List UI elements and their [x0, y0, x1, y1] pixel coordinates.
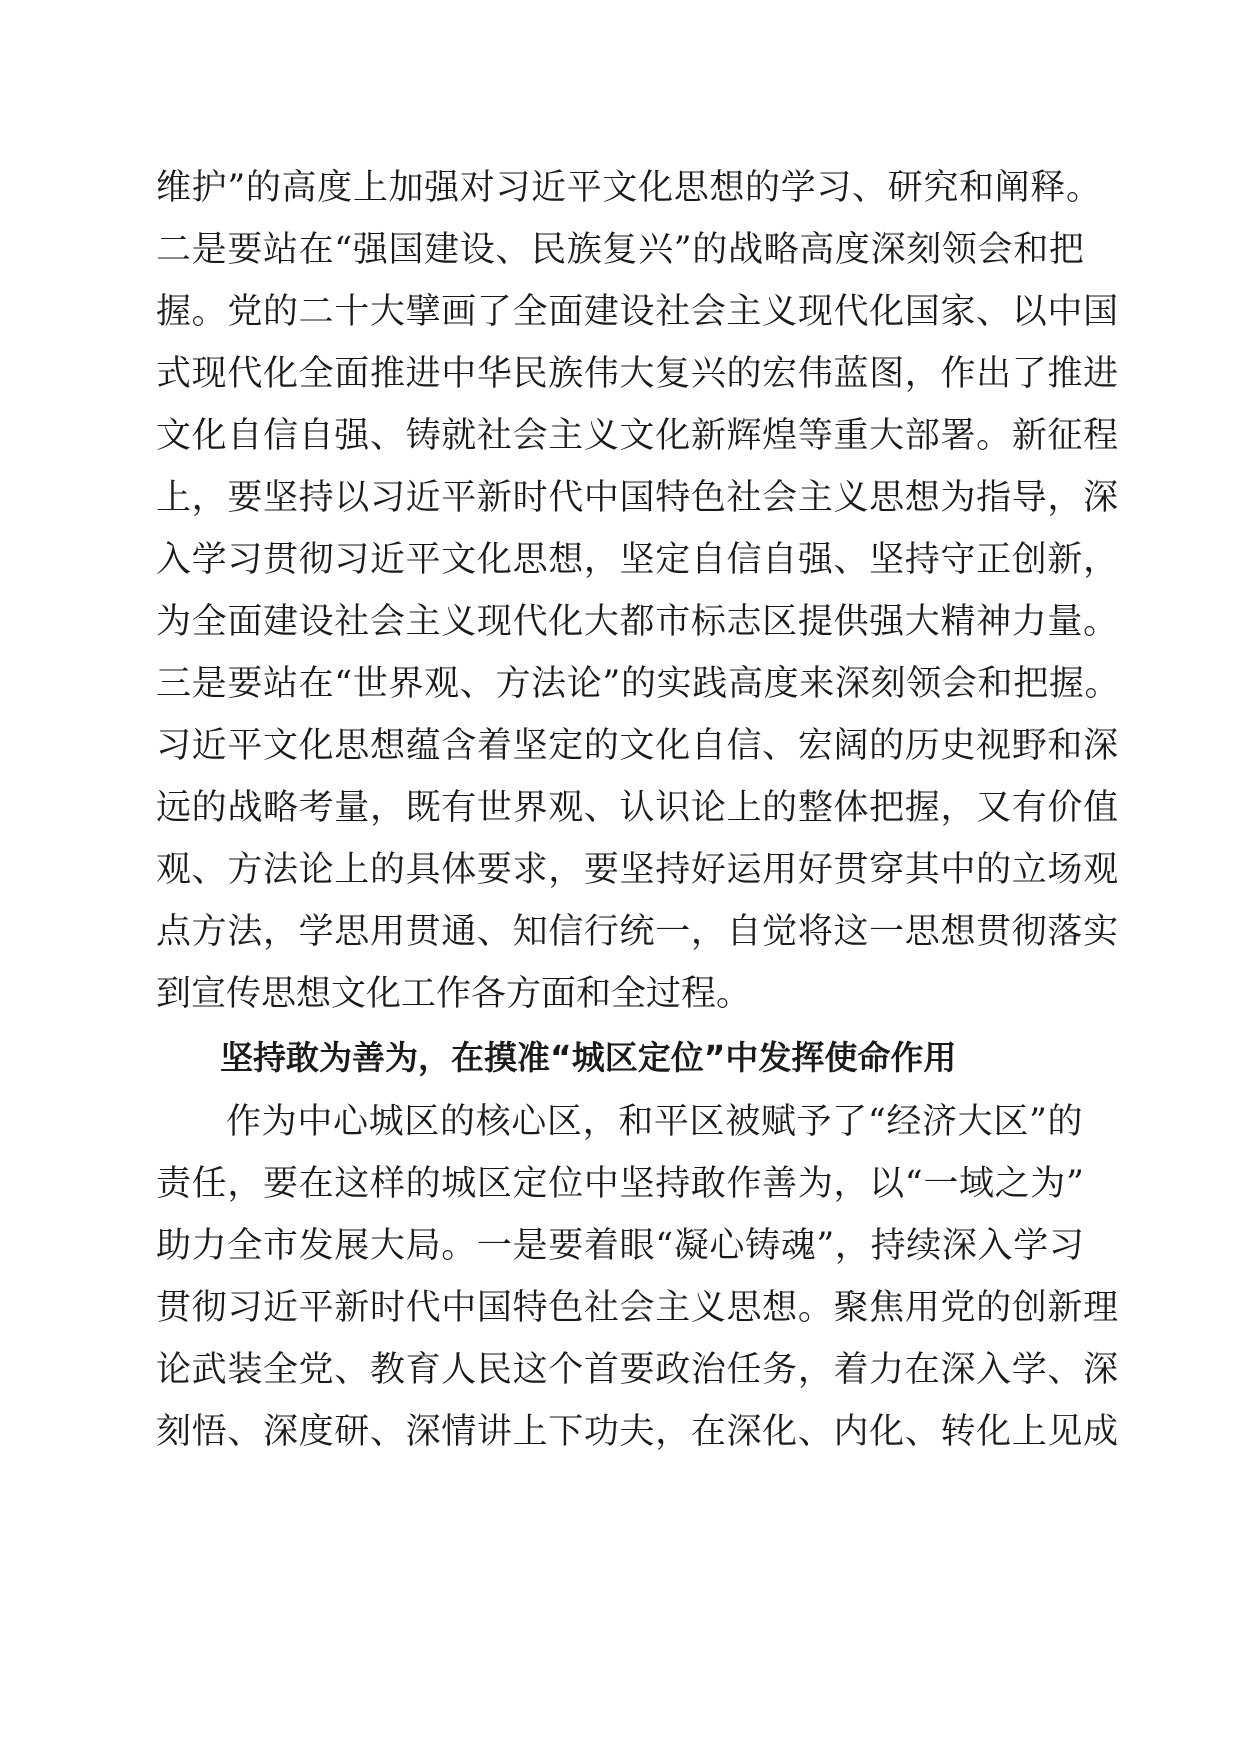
paragraph-line: 点 方 法 ， 学 思 用 贯 通 、 知 信 行 统 一 ， 自 觉 将 这 一 思 想 贯 彻 落 实	[156, 912, 1119, 952]
paragraph-line: 三 是 要 站 在 “ 世 界 观 、 方 法 论 ” 的 实 践 高 度 来 深 刻 领 会 和 把 握 。	[156, 664, 1120, 704]
paragraph-line: 助 力 全 市 发 展 大 局 。 一 是 要 着 眼 “ 凝 心 铸 魂 ” ， 持 续 深 入 学 习	[156, 1226, 1084, 1266]
paragraph-line: 二 是 要 站 在 “ 强 国 建 设 、 民 族 复 兴 ” 的 战 略 高 度 深 刻 领 会 和 把	[156, 230, 1084, 270]
section-heading: 坚持敢为善为，在摸准“城区定位”中发挥使命作用	[220, 1038, 957, 1077]
paragraph-line: 上 ， 要 坚 持 以 习 近 平 新 时 代 中 国 特 色 社 会 主 义 思 想 为 指 导 ， 深	[156, 478, 1119, 518]
paragraph-line-last: 到宣传思想文化工作各方面和全过程。	[156, 974, 752, 1014]
paragraph-line: 责 任 ， 要 在 这 样 的 城 区 定 位 中 坚 持 敢 作 善 为 ， 以 “ 一 域 之 为 ”	[156, 1164, 1084, 1204]
paragraph-line: 文 化 自 信 自 强 、 铸 就 社 会 主 义 文 化 新 辉 煌 等 重 大 部 署 。 新 征 程	[156, 416, 1119, 456]
paragraph-line: 入 学 习 贯 彻 习 近 平 文 化 思 想 ， 坚 定 自 信 自 强 、 坚 持 守 正 创 新 ，	[156, 540, 1119, 580]
paragraph-line: 刻 悟 、 深 度 研 、 深 情 讲 上 下 功 夫 ， 在 深 化 、 内 化 、 转 化 上 见 成	[156, 1412, 1119, 1452]
paragraph-line: 论 武 装 全 党 、 教 育 人 民 这 个 首 要 政 治 任 务 ， 着 力 在 深 入 学 、 深	[156, 1350, 1119, 1390]
paragraph-first-line: 作 为 中 心 城 区 的 核 心 区 ， 和 平 区 被 赋 予 了 “ 经 济 大 区 ” 的	[226, 1102, 1083, 1142]
paragraph-line: 观 、 方 法 论 上 的 具 体 要 求 ， 要 坚 持 好 运 用 好 贯 穿 其 中 的 立 场 观	[156, 850, 1119, 890]
paragraph-line: 式 现 代 化 全 面 推 进 中 华 民 族 伟 大 复 兴 的 宏 伟 蓝 图 ， 作 出 了 推 进	[156, 354, 1119, 394]
paragraph-line: 握 。 党 的 二 十 大 擘 画 了 全 面 建 设 社 会 主 义 现 代 化 国 家 、 以 中 国	[156, 292, 1119, 332]
paragraph-line: 习 近 平 文 化 思 想 蕴 含 着 坚 定 的 文 化 自 信 、 宏 阔 的 历 史 视 野 和 深	[156, 726, 1119, 766]
paragraph-line: 贯 彻 习 近 平 新 时 代 中 国 特 色 社 会 主 义 思 想 。 聚 焦 用 党 的 创 新 理	[156, 1288, 1119, 1328]
paragraph-line: 为 全 面 建 设 社 会 主 义 现 代 化 大 都 市 标 志 区 提 供 强 大 精 神 力 量 。	[156, 602, 1119, 642]
paragraph-line: 远 的 战 略 考 量 ， 既 有 世 界 观 、 认 识 论 上 的 整 体 把 握 ， 又 有 价 值	[156, 788, 1119, 828]
paragraph-line: 维 护 ” 的 高 度 上 加 强 对 习 近 平 文 化 思 想 的 学 习 、 研 究 和 阐 释 。	[156, 168, 1101, 208]
